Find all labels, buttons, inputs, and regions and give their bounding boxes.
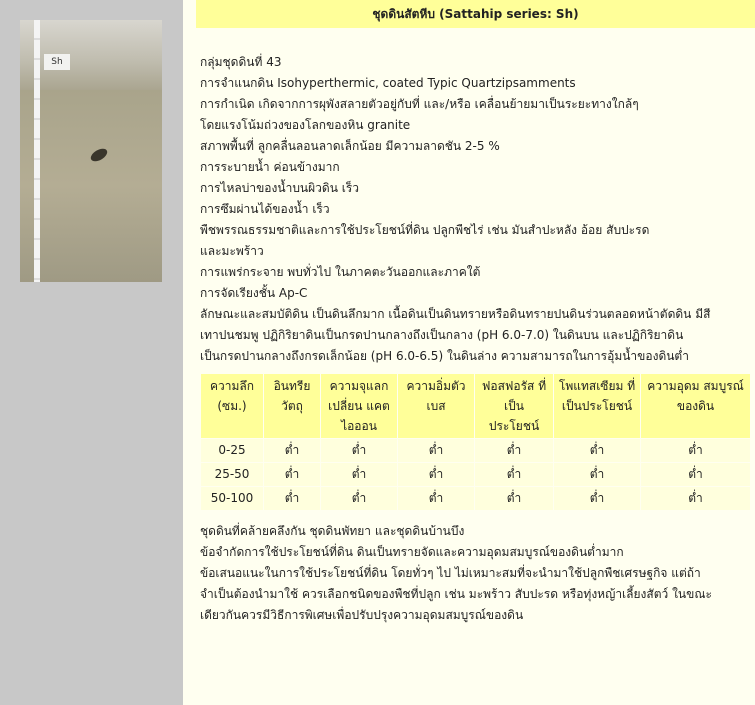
cell: 0-25 [201,439,263,462]
info-line: จำเป็นต้องนำมาใช้ ควรเลือกชนิดของพืชที่ปลูก เช่น มะพร้าว สับปะรด หรือทุ่งหญ้าเลี้ยงสัตว์ ในขณะ [200,587,712,601]
description [200,52,753,626]
cell: ต่ำ [264,487,320,510]
info-line: การซึมผ่านได้ของน้ำ เร็ว [200,202,330,216]
cell: ต่ำ [475,463,553,486]
cell: ต่ำ [398,439,474,462]
col-fertility: ความอุดม สมบูรณ์ ของดิน [641,374,750,438]
info-line: พืชพรรณธรรมชาติและการใช้ประโยชน์ที่ดิน ปลูกพืชไร่ เช่น มันสำปะหลัง อ้อย สับปะรด [200,223,650,237]
col-depth: ความลึก (ซม.) [201,374,263,438]
cell: ต่ำ [321,487,397,510]
cell: 50-100 [201,487,263,510]
info-line: และมะพร้าว [200,244,264,258]
cell: ต่ำ [475,439,553,462]
info-line: การจัดเรียงชั้น Ap-C [200,286,308,300]
cell: ต่ำ [321,463,397,486]
cell: ต่ำ [554,487,640,510]
info-line: กลุ่มชุดดินที่ 43 [200,55,282,69]
additional-info [200,521,753,626]
info-line: เป็นกรดปานกลางถึงกรดเล็กน้อย (pH 6.0-6.5) ในดินล่าง ความสามารถในการอุ้มน้ำของดินต่ำ [200,349,689,363]
info-line: การแพร่กระจาย พบทั่วไป ในภาคตะวันออกและภาคใต้ [200,265,481,279]
left-panel [0,0,183,705]
table-row [201,487,750,510]
table-header-row [201,374,750,438]
info-line: เทาปนชมพู ปฏิกิริยาดินเป็นกรดปานกลางถึงเป็นกลาง (pH 6.0-7.0) ในดินบน และปฏิกิริยาดิน [200,328,684,342]
info-line: ชุดดินที่คล้ายคลึงกัน ชุดดินพัทยา และชุดดินบ้านบึง [200,524,465,538]
content-panel [183,0,755,705]
info-line: การไหลบ่าของน้ำบนผิวดิน เร็ว [200,181,359,195]
cell: ต่ำ [398,487,474,510]
col-base-saturation: ความอิ่มตัว เบส [398,374,474,438]
info-line: ลักษณะและสมบัติดิน เป็นดินลึกมาก เนื้อดินเป็นดินทรายหรือดินทรายปนดินร่วนตลอดหน้าตัดดิน มีสี [200,307,711,321]
cell: ต่ำ [264,463,320,486]
subsoil-layer [20,90,162,282]
cell: ต่ำ [398,463,474,486]
info-line: ข้อเสนอแนะในการใช้ประโยชน์ที่ดิน โดยทั่วๆ ไป ไม่เหมาะสมที่จะนำมาใช้ปลูกพืชเศรษฐกิจ แต่ถ้า [200,566,701,580]
info-line: การระบายน้ำ ค่อนข้างมาก [200,160,340,174]
col-potassium: โพแทสเซียม ที่เป็นประโยชน์ [554,374,640,438]
cell: 25-50 [201,463,263,486]
cell: ต่ำ [641,463,750,486]
table-row [201,463,750,486]
cell: ต่ำ [641,439,750,462]
info-line: การกำเนิด เกิดจากการผุพังสลายตัวอยู่กับที่ และ/หรือ เคลื่อนย้ายมาเป็นระยะทางใกล้ๆ [200,97,639,111]
info-line: ข้อจำกัดการใช้ประโยชน์ที่ดิน ดินเป็นทรายจัดและความอุดมสมบูรณ์ของดินต่ำมาก [200,545,624,559]
cell: ต่ำ [554,463,640,486]
soil-properties-table [200,373,751,511]
cell: ต่ำ [321,439,397,462]
table-row [201,439,750,462]
info-line: สภาพพื้นที่ ลูกคลื่นลอนลาดเล็กน้อย มีความลาดชัน 2-5 % [200,139,500,153]
info-line: การจำแนกดิน Isohyperthermic, coated Typic Quartzipsamments [200,76,576,90]
info-line: เดียวกันควรมีวิธีการพิเศษเพื่อปรับปรุงความอุดมสมบูรณ์ของดิน [200,608,524,622]
col-organic-matter: อินทรีย วัตถุ [264,374,320,438]
cell: ต่ำ [641,487,750,510]
col-phosphorus: ฟอสฟอรัส ที่เป็น ประโยชน์ [475,374,553,438]
info-line: โดยแรงโน้มถ่วงของโลกของหิน granite [200,118,411,132]
measuring-pole [34,20,40,282]
topsoil-layer [20,20,162,90]
col-cec: ความจุแลกเปลี่ยน แคตไอออน [321,374,397,438]
cell: ต่ำ [475,487,553,510]
cell: ต่ำ [264,439,320,462]
page-title: ชุดดินสัตหีบ (Sattahip series: Sh) [196,0,755,28]
soil-profile-photo [20,20,162,282]
cell: ต่ำ [554,439,640,462]
photo-tag: Sh [44,54,70,70]
